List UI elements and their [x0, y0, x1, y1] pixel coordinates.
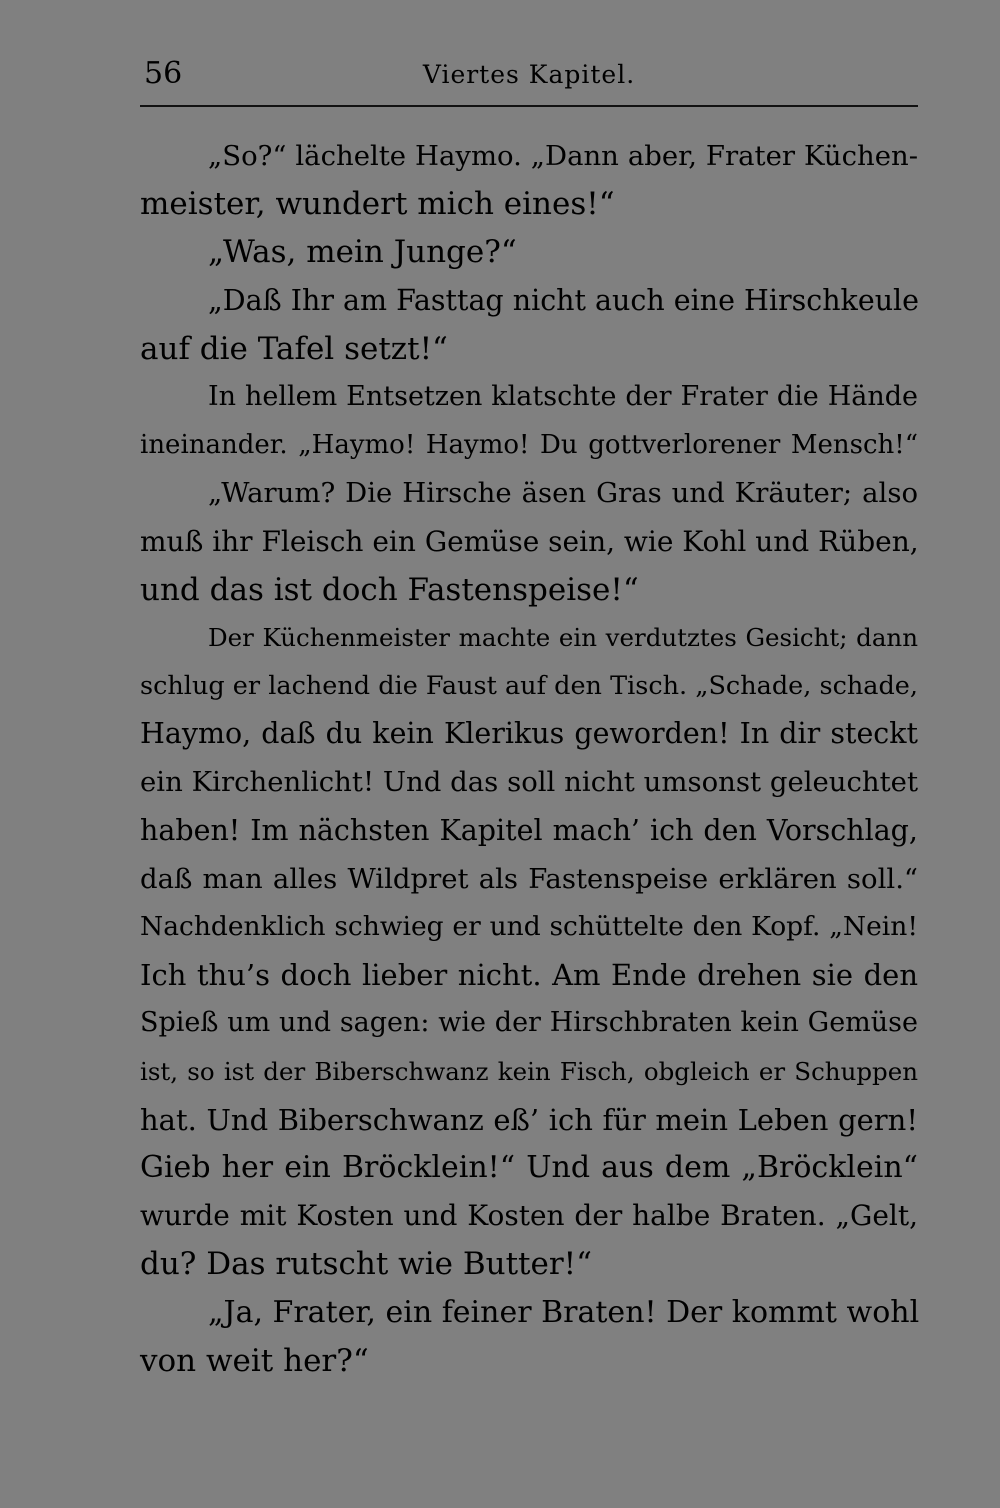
text-line: du? Das rutscht wie Butter!“ — [140, 1246, 592, 1283]
text-line: wurde mit Kosten und Kosten der halbe Braten. „Gelt, — [140, 1199, 918, 1233]
text-line: auf die Tafel setzt!“ — [140, 330, 448, 367]
header-rule — [140, 105, 918, 107]
text-line: ein Kirchenlicht! Und das soll nicht umsonst geleuchtet — [140, 766, 918, 799]
text-line: daß man alles Wildpret als Fastenspeise erklären soll.“ — [140, 862, 918, 895]
page-number: 56 — [144, 56, 183, 91]
text-line: schlug er lachend die Faust auf den Tisch. „Schade, schade, — [140, 671, 918, 702]
text-line: muß ihr Fleisch ein Gemüse sein, wie Kohl und Rüben, — [140, 524, 919, 558]
body-text — [140, 132, 918, 1385]
text-line: Nachdenklich schwieg er und schüttelte den Kopf. „Nein! — [140, 911, 918, 942]
text-line: „Warum? Die Hirsche äsen Gras und Kräuter; also — [208, 477, 918, 510]
text-line: ist, so ist der Biberschwanz kein Fisch, obgleich er Schuppen — [140, 1056, 918, 1086]
text-line: Gieb her ein Bröcklein!“ Und aus dem „Bröcklein“ — [140, 1149, 918, 1185]
text-line: Haymo, daß du kein Klerikus geworden! In dir steckt — [140, 717, 918, 751]
text-line: und das ist doch Fastenspeise!“ — [140, 571, 639, 608]
text-line: „So?“ lächelte Haymo. „Dann aber, Frater Küchen- — [208, 140, 918, 172]
text-line: ineinander. „Haymo! Haymo! Du gottverlorener Mensch!“ — [140, 430, 918, 461]
running-title: Viertes Kapitel. — [422, 60, 636, 89]
text-line: Der Küchenmeister machte ein verdutztes Gesicht; dann — [208, 622, 918, 652]
page-header — [140, 52, 918, 96]
text-line: hat. Und Biberschwanz eß’ ich für mein Leben gern! — [140, 1102, 918, 1137]
text-line: von weit her?“ — [140, 1342, 369, 1379]
text-line: haben! Im nächsten Kapitel mach’ ich den Vorschlag, — [140, 813, 918, 847]
text-line: Spieß um und sagen: wie der Hirschbraten kein Gemüse — [140, 1007, 918, 1039]
text-line: meister, wundert mich eines!“ — [140, 186, 615, 223]
text-line: Ich thu’s doch lieber nicht. Am Ende drehen sie den — [140, 958, 918, 993]
text-line: „Was, mein Junge?“ — [208, 234, 517, 271]
text-line: „Daß Ihr am Fasttag nicht auch eine Hirschkeule — [208, 283, 920, 317]
text-line: „Ja, Frater, ein feiner Braten! Der kommt wohl — [208, 1294, 920, 1330]
text-line: In hellem Entsetzen klatschte der Frater die Hände — [208, 380, 918, 412]
